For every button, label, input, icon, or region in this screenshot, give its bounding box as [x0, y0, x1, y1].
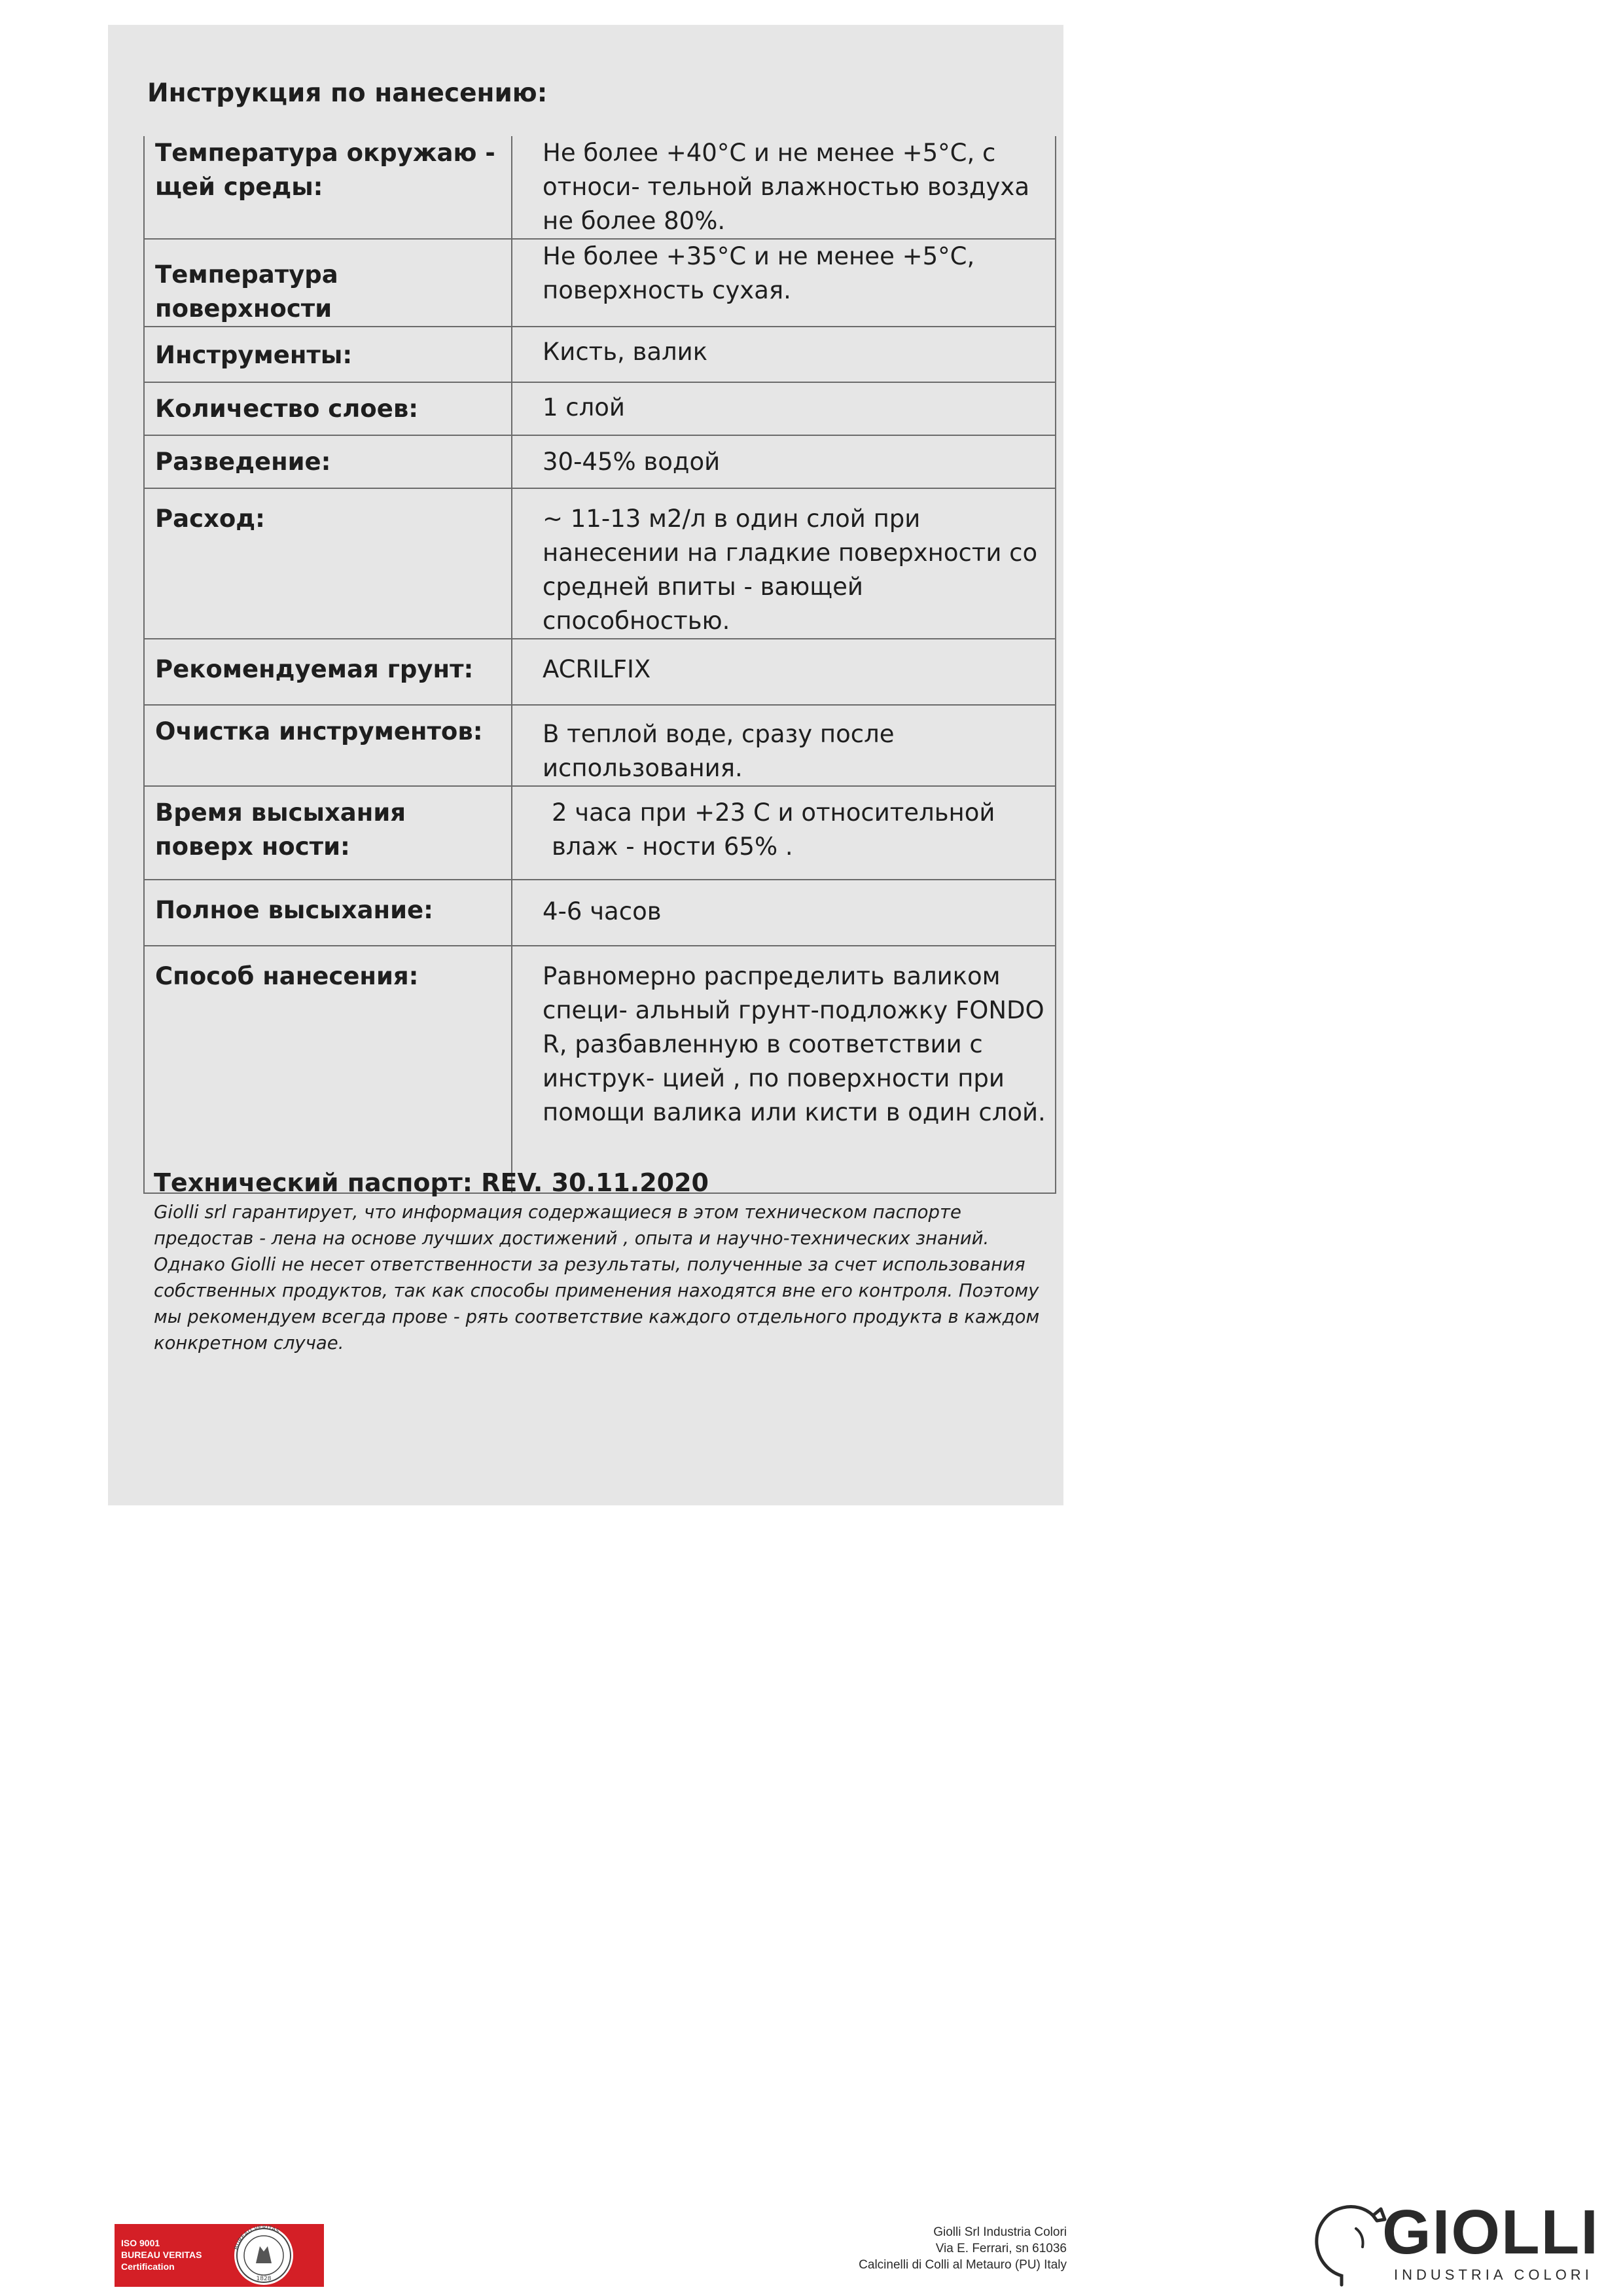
cert-iso-line: ISO 9001 [121, 2238, 160, 2248]
row-label: Температура поверхности [144, 239, 512, 327]
seal-name-text: BUREAU VERITAS [233, 2224, 281, 2251]
row-label: Время высыхания поверх ности: [144, 786, 512, 880]
certification-text [121, 2237, 202, 2272]
table-row [144, 435, 1056, 488]
logo-tagline: INDUSTRIA COLORI [1394, 2267, 1593, 2283]
row-value: В теплой воде, сразу после использования. [512, 705, 1056, 786]
row-value: 30-45% водой [512, 435, 1056, 488]
table-row [144, 327, 1056, 382]
row-value: 2 часа при +23 C и относительной влаж - ности 65% . [512, 786, 1056, 880]
row-label: Количество слоев: [144, 382, 512, 435]
table-row [144, 639, 1056, 705]
address-city-line: Calcinelli di Colli al Metauro (PU) Italy [859, 2258, 1067, 2272]
giolli-head-icon [1309, 2196, 1394, 2289]
row-label: Полное высыхание: [144, 880, 512, 946]
row-value: 4-6 часов [512, 880, 1056, 946]
row-value: Не более +35°C и не менее +5°C, поверхность сухая. [512, 239, 1056, 327]
logo-wordmark: GIOLLI [1382, 2197, 1599, 2267]
company-address [720, 2224, 1067, 2273]
table-row [144, 136, 1056, 239]
row-label: Расход: [144, 488, 512, 639]
passport-disclaimer: Giolli srl гарантирует, что информация содержащиеся в этом техническом паспорте предостав - лена на основе лучших достижений , опыта и научно-технических знаний. Однако Giolli не несет ответственности за результаты, полученные за счет использования собственных продуктов, так как способы применения находятся вне его контроля. Поэтому мы рекомендуем всегда прове - рять соответствие каждого отдельного продукта в каждом конкретном случае. [154, 1202, 1040, 1354]
table-row [144, 488, 1056, 639]
row-value: 1 слой [512, 382, 1056, 435]
iso-certification-badge [115, 2224, 324, 2287]
row-label: Инструменты: [144, 327, 512, 382]
row-value: Кисть, валик [512, 327, 1056, 382]
table-row [144, 705, 1056, 786]
table-row [144, 382, 1056, 435]
instructions-heading: Инструкция по нанесению: [147, 79, 548, 108]
row-label: Разведение: [144, 435, 512, 488]
giolli-logo [1309, 2196, 1597, 2294]
row-label: Температура окружаю - щей среды: [144, 136, 512, 239]
address-street-line: Via E. Ferrari, sn 61036 [935, 2242, 1067, 2255]
passport-title: Технический паспорт: REV. 30.11.2020 [154, 1168, 709, 1197]
row-value: Не более +40°C и не менее +5°C, с относи- тельной влажностью воздуха не более 80%. [512, 136, 1056, 239]
row-label: Очистка инструментов: [144, 705, 512, 786]
cert-bureau-line: BUREAU VERITAS [121, 2250, 202, 2260]
bureau-veritas-seal-icon [227, 2224, 300, 2287]
cert-certification-line: Certification [121, 2261, 175, 2272]
table-row [144, 786, 1056, 880]
row-value: Равномерно распределить валиком специ- альный грунт-подложку FONDO R, разбавленную в соответствии с инструк- цией , по поверхности при помощи валика или кисти в один слой. [512, 946, 1056, 1193]
table-row [144, 239, 1056, 327]
row-label: Рекомендуемая грунт: [144, 639, 512, 705]
table-row [144, 946, 1056, 1193]
application-instructions-table [143, 136, 1056, 1194]
seal-year-text: 1828 [256, 2276, 272, 2282]
row-label: Способ нанесения: [144, 946, 512, 1193]
row-value: ~ 11-13 м2/л в один слой при нанесении на гладкие поверхности со средней впиты - вающей способностью. [512, 488, 1056, 639]
row-value: ACRILFIX [512, 639, 1056, 705]
table-row [144, 880, 1056, 946]
address-company-line: Giolli Srl Industria Colori [933, 2225, 1067, 2239]
